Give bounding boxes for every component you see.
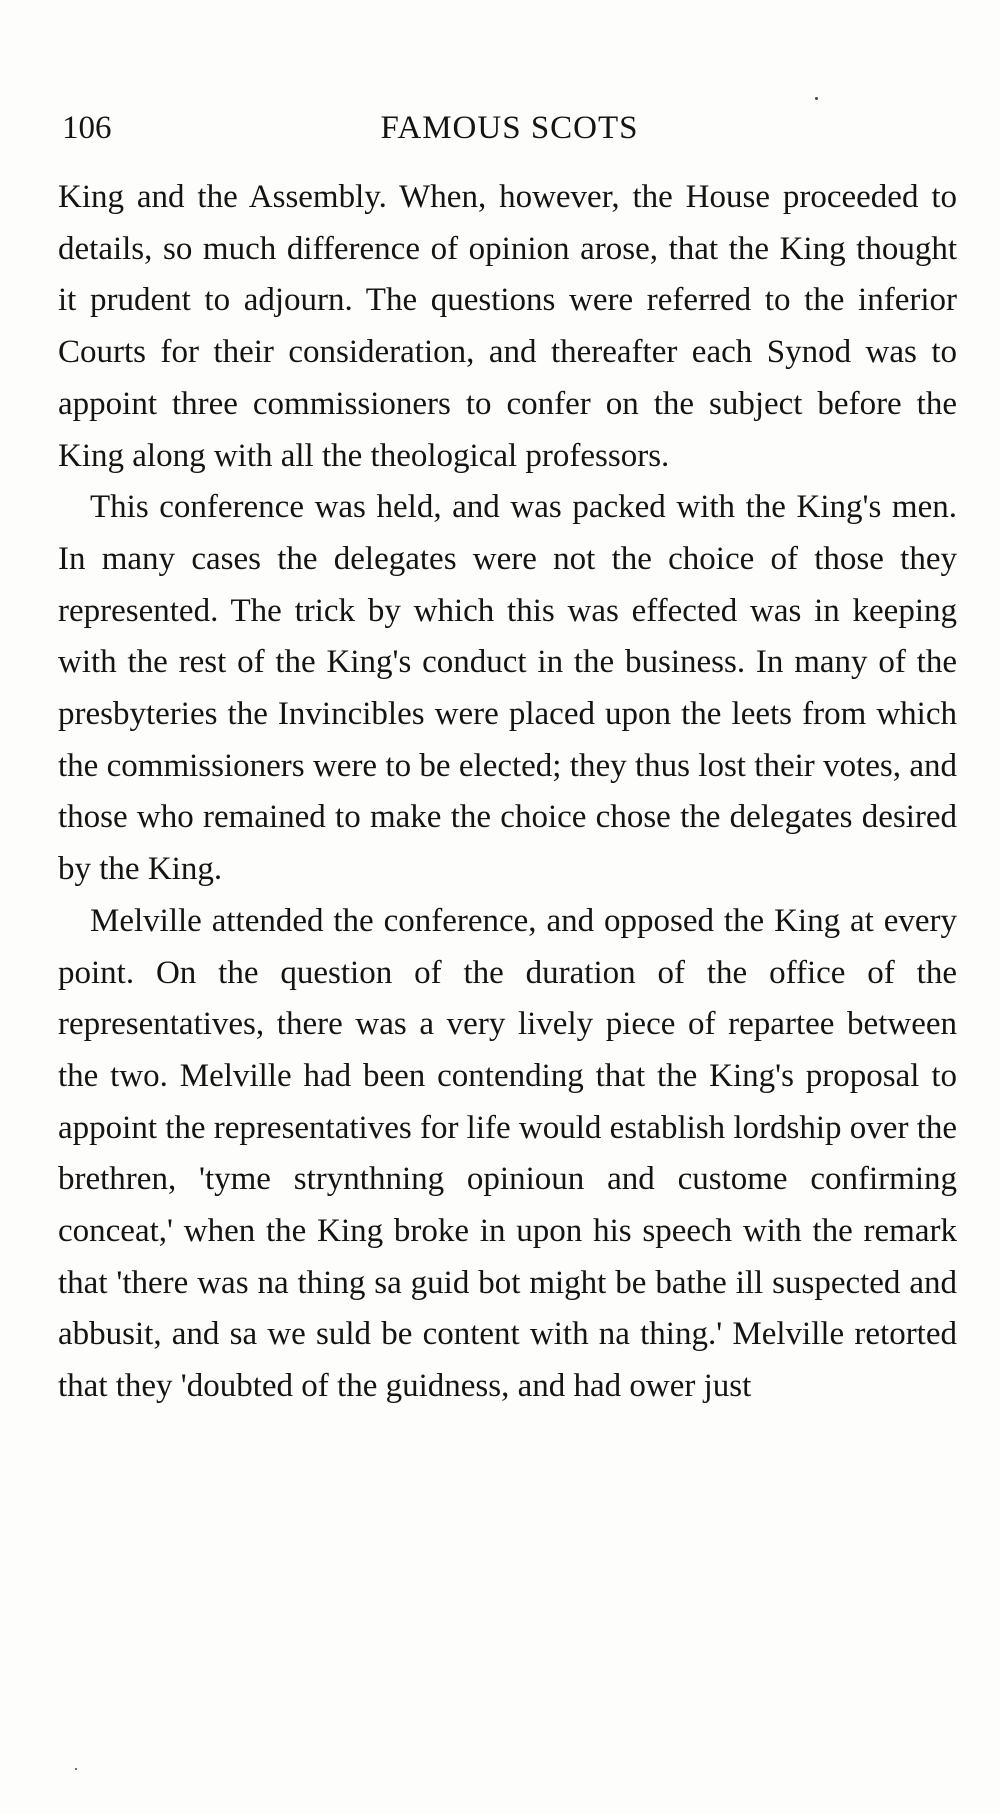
running-title: FAMOUS SCOTS: [380, 110, 639, 146]
print-speck: [815, 97, 818, 100]
paragraph-melville: Melville attended the conference, and opposed the King at every point. On the question of the duration of the office of the representatives, there was a very lively piece of repartee between the two. Melville had been contending that the King's proposal to appoint the representatives for life would establish lordship over the brethren, 'tyme strynthning opinioun and custome confirming conceat,' when the King broke in upon his speech with the remark that 'there was na thing sa guid bot might be bathe ill suspected and abbusit, and sa we suld be content with na thing.' Melville retorted that they 'doubted of the guidness, and had ower just: [58, 902, 958, 1405]
paragraph-conference: This conference was held, and was packed with the King's men. In many cases the delegates were not the choice of those they represented. The trick by which this was effected was in keeping with the rest of the King's conduct in the business. In many of the presbyteries the Invincibles were placed upon the leets from which the commissioners were to be elected; they thus lost their votes, and those who remained to make the choice chose the delegates desired by the King.: [58, 489, 957, 888]
running-head: [62, 110, 957, 160]
page-number: 106: [62, 110, 112, 146]
body-text: [58, 172, 957, 1413]
paragraph-continued: King and the Assembly. When, however, the House proceeded to details, so much difference of opinion arose, that the King thought it prudent to adjourn. The questions were referred to the inferior Courts for their consideration, and thereafter each Synod was to appoint three commissioners to confer on the subject before the King along with all the theological professors.: [58, 179, 957, 474]
print-speck: [75, 1768, 77, 1770]
